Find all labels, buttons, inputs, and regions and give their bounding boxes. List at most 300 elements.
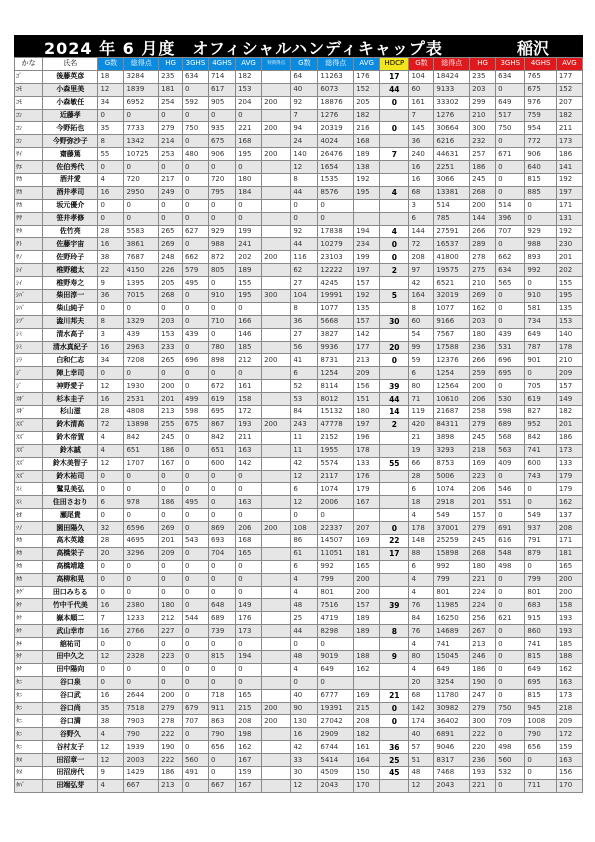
kana-cell: ﾀｹ [15, 612, 43, 625]
period1-cell [262, 586, 291, 599]
period3-cell: 0 [496, 135, 525, 148]
period1-cell: 248 [159, 251, 183, 264]
period3-cell: 0 [496, 290, 525, 303]
period1-cell: 0 [182, 186, 208, 199]
period1-cell: 205 [159, 277, 183, 290]
period2-cell: 157 [354, 277, 380, 290]
period3-cell: 815 [525, 689, 556, 702]
hdcp-cell: 45 [380, 766, 409, 779]
period1-cell: 0 [182, 302, 208, 315]
period1-cell: 28 [98, 406, 124, 419]
period3-cell: 186 [470, 663, 496, 676]
hdcp-cell: 9 [380, 650, 409, 663]
period1-cell: 223 [159, 650, 183, 663]
col-header-period1: 4GHS [208, 58, 235, 71]
period2-cell: 182 [354, 728, 380, 741]
period2-cell: 1077 [318, 302, 354, 315]
period1-cell [262, 367, 291, 380]
hdcp-cell [380, 779, 409, 792]
period2-cell: 0 [318, 638, 354, 651]
period1-cell: 4808 [124, 406, 159, 419]
period2-cell: 92 [291, 96, 318, 109]
period2-cell: 205 [354, 96, 380, 109]
period1-cell: 667 [124, 779, 159, 792]
name-cell: 谷口満 [43, 715, 98, 728]
period2-cell: 164 [354, 754, 380, 767]
period2-cell: 161 [354, 741, 380, 754]
period1-cell: 1342 [124, 135, 159, 148]
period1-cell: 217 [159, 174, 183, 187]
period2-cell: 15132 [318, 406, 354, 419]
period3-cell: 177 [556, 70, 582, 83]
period1-cell [262, 406, 291, 419]
period1-cell: 55 [98, 148, 124, 161]
period1-cell: 186 [159, 766, 183, 779]
period3-cell: 799 [525, 573, 556, 586]
hdcp-cell: 17 [380, 547, 409, 560]
period3-cell: 1077 [434, 302, 470, 315]
period1-cell: 0 [208, 367, 235, 380]
period3-cell: 801 [525, 586, 556, 599]
period1-cell: 211 [236, 431, 262, 444]
period2-cell: 2117 [318, 470, 354, 483]
name-cell: 今野弥沙子 [43, 135, 98, 148]
period1-cell: 935 [208, 122, 235, 135]
period2-cell: 42 [291, 741, 318, 754]
period1-cell: 0 [182, 238, 208, 251]
table-row [15, 251, 583, 264]
period1-cell: 0 [182, 212, 208, 225]
period1-cell: 184 [236, 186, 262, 199]
period1-cell [262, 638, 291, 651]
period2-cell: 4245 [318, 277, 354, 290]
period3-cell: 15898 [434, 547, 470, 560]
period1-cell: 182 [236, 70, 262, 83]
period2-cell: 180 [354, 406, 380, 419]
period2-cell: 4509 [318, 766, 354, 779]
period3-cell: 60 [409, 315, 434, 328]
name-cell: 清水高子 [43, 328, 98, 341]
period3-cell: 210 [556, 354, 582, 367]
period3-cell: 790 [525, 728, 556, 741]
period3-cell: 193 [556, 612, 582, 625]
period1-cell: 0 [98, 483, 124, 496]
period2-cell: 12 [291, 470, 318, 483]
period1-cell: 253 [159, 148, 183, 161]
period1-cell: 0 [124, 212, 159, 225]
period1-cell: 16 [98, 625, 124, 638]
period2-cell: 24 [291, 135, 318, 148]
table-row [15, 406, 583, 419]
period3-cell: 0 [496, 586, 525, 599]
period3-cell: 141 [556, 161, 582, 174]
period1-cell: 988 [208, 238, 235, 251]
name-cell: 田中久之 [43, 650, 98, 663]
period1-cell: 675 [182, 418, 208, 431]
period1-cell [262, 135, 291, 148]
period3-cell: 741 [525, 638, 556, 651]
period2-cell [354, 212, 380, 225]
kana-cell: ｼｲ [15, 264, 43, 277]
table-row [15, 650, 583, 663]
kana-cell: ｺﾝ [15, 122, 43, 135]
period1-cell: 0 [182, 728, 208, 741]
period2-cell: 6 [291, 483, 318, 496]
period2-cell: 168 [354, 135, 380, 148]
col-header-period1: 総得点 [124, 58, 159, 71]
period1-cell [262, 264, 291, 277]
period2-cell: 11 [291, 431, 318, 444]
period3-cell: 178 [409, 522, 434, 535]
period3-cell: 929 [525, 225, 556, 238]
hdcp-cell: 36 [380, 741, 409, 754]
period3-cell: 209 [556, 367, 582, 380]
period3-cell: 549 [434, 509, 470, 522]
period1-cell: 4 [98, 779, 124, 792]
period2-cell: 61 [291, 547, 318, 560]
period1-cell: 146 [236, 328, 262, 341]
period2-cell: 84 [291, 406, 318, 419]
period1-cell: 0 [182, 174, 208, 187]
period1-cell: 38 [98, 715, 124, 728]
period3-cell: 945 [525, 702, 556, 715]
period3-cell: 0 [525, 277, 556, 290]
period3-cell: 245 [470, 174, 496, 187]
period1-cell: 278 [159, 715, 183, 728]
period1-cell: 203 [159, 315, 183, 328]
period3-cell: 27591 [434, 225, 470, 238]
period1-cell [262, 560, 291, 573]
name-cell: 田沼房代 [43, 766, 98, 779]
period1-cell: 0 [159, 109, 183, 122]
period1-cell: 200 [262, 251, 291, 264]
period1-cell: 221 [236, 122, 262, 135]
period3-cell: 705 [525, 380, 556, 393]
period2-cell: 150 [354, 766, 380, 779]
period1-cell: 202 [236, 251, 262, 264]
period2-cell: 6 [291, 560, 318, 573]
name-cell: 笹井孝修 [43, 212, 98, 225]
name-cell: 田沼章一 [43, 754, 98, 767]
period3-cell: 32019 [434, 290, 470, 303]
period3-cell: 2043 [434, 779, 470, 792]
period1-cell: 0 [208, 586, 235, 599]
table-row [15, 638, 583, 651]
period1-cell: 0 [182, 650, 208, 663]
kana-cell: ﾀｶ [15, 573, 43, 586]
table-row [15, 135, 583, 148]
period1-cell: 3 [98, 328, 124, 341]
period1-cell: 0 [182, 444, 208, 457]
period1-cell: 693 [208, 534, 235, 547]
period3-cell: 3293 [434, 444, 470, 457]
period2-cell: 5574 [318, 457, 354, 470]
period3-cell: 222 [470, 728, 496, 741]
period3-cell: 3066 [434, 174, 470, 187]
col-header-period2: AVG [354, 58, 380, 71]
period3-cell: 174 [409, 715, 434, 728]
period1-cell: 495 [182, 277, 208, 290]
name-cell: 澁川邦夫 [43, 315, 98, 328]
period2-cell: 7516 [318, 599, 354, 612]
period3-cell: 621 [496, 612, 525, 625]
period1-cell: 689 [208, 612, 235, 625]
name-cell: 鷲見美弘 [43, 483, 98, 496]
period1-cell: 1707 [124, 457, 159, 470]
period1-cell: 0 [124, 676, 159, 689]
period1-cell: 0 [159, 212, 183, 225]
period3-cell: 218 [470, 444, 496, 457]
period2-cell: 8576 [318, 186, 354, 199]
period2-cell: 2043 [318, 779, 354, 792]
period1-cell: 213 [159, 779, 183, 792]
name-cell: 柴山純子 [43, 302, 98, 315]
period3-cell: 759 [525, 109, 556, 122]
period2-cell: 0 [318, 676, 354, 689]
period2-cell: 5414 [318, 754, 354, 767]
period1-cell: 0 [236, 109, 262, 122]
period1-cell: 815 [208, 650, 235, 663]
period3-cell: 860 [525, 625, 556, 638]
period3-cell: 3254 [434, 676, 470, 689]
period3-cell: 88 [409, 547, 434, 560]
period1-cell: 233 [159, 341, 183, 354]
period2-cell: 213 [354, 354, 380, 367]
period3-cell: 195 [556, 290, 582, 303]
hdcp-cell [380, 431, 409, 444]
period1-cell [262, 779, 291, 792]
period1-cell: 0 [159, 663, 183, 676]
kana-cell: ｼｲ [15, 277, 43, 290]
period1-cell: 22 [98, 264, 124, 277]
col-header-period2: G数 [291, 58, 318, 71]
period3-cell: 0 [496, 625, 525, 638]
col-header-period1: 3GHS [182, 58, 208, 71]
period1-cell: 0 [236, 161, 262, 174]
table-body [15, 70, 583, 792]
period1-cell: 7903 [124, 715, 159, 728]
period1-cell: 696 [182, 354, 208, 367]
period1-cell: 159 [236, 766, 262, 779]
period2-cell: 20319 [318, 122, 354, 135]
period1-cell: 0 [98, 161, 124, 174]
period3-cell: 551 [496, 496, 525, 509]
period2-cell: 165 [354, 560, 380, 573]
period3-cell: 532 [496, 766, 525, 779]
period3-cell: 4 [409, 663, 434, 676]
period3-cell: 546 [496, 483, 525, 496]
period1-cell: 0 [208, 199, 235, 212]
period1-cell: 0 [236, 573, 262, 586]
hdcp-cell [380, 109, 409, 122]
period1-cell: 0 [208, 302, 235, 315]
period1-cell: 0 [208, 496, 235, 509]
kana-cell: ｻｶ [15, 199, 43, 212]
name-cell: 瀬尾貴 [43, 509, 98, 522]
period2-cell: 12222 [318, 264, 354, 277]
name-cell: 佐藤宇宙 [43, 238, 98, 251]
period1-cell: 142 [236, 457, 262, 470]
period1-cell: 213 [159, 406, 183, 419]
period1-cell: 929 [208, 225, 235, 238]
period3-cell: 560 [496, 754, 525, 767]
period1-cell: 978 [124, 496, 159, 509]
period1-cell: 1233 [124, 612, 159, 625]
period1-cell: 0 [208, 638, 235, 651]
hdcp-cell: 0 [380, 522, 409, 535]
period3-cell: 36 [409, 135, 434, 148]
kana-cell: ｽｽﾞ [15, 431, 43, 444]
period3-cell: 0 [496, 302, 525, 315]
col-header-name: 氏名 [43, 58, 98, 71]
table-row [15, 277, 583, 290]
period1-cell: 2380 [124, 599, 159, 612]
period1-cell: 0 [98, 573, 124, 586]
period3-cell: 71 [409, 393, 434, 406]
period1-cell: 34 [98, 96, 124, 109]
period3-cell: 247 [470, 689, 496, 702]
period3-cell: 750 [496, 702, 525, 715]
period1-cell: 0 [182, 380, 208, 393]
period1-cell: 0 [182, 109, 208, 122]
period1-cell [262, 625, 291, 638]
table-row [15, 161, 583, 174]
period1-cell: 0 [98, 302, 124, 315]
kana-cell: ｺﾝ [15, 135, 43, 148]
period1-cell: 5583 [124, 225, 159, 238]
period1-cell: 149 [236, 599, 262, 612]
period2-cell: 189 [354, 625, 380, 638]
period3-cell: 988 [525, 238, 556, 251]
period1-cell: 200 [262, 702, 291, 715]
period1-cell [262, 663, 291, 676]
period1-cell: 7208 [124, 354, 159, 367]
period1-cell: 3284 [124, 70, 159, 83]
period3-cell: 230 [556, 238, 582, 251]
name-cell: 田端弘芽 [43, 779, 98, 792]
period3-cell: 279 [470, 702, 496, 715]
period1-cell: 0 [124, 560, 159, 573]
period3-cell: 21 [409, 431, 434, 444]
period1-cell [262, 547, 291, 560]
period2-cell: 0 [291, 212, 318, 225]
period3-cell: 210 [470, 109, 496, 122]
period1-cell: 0 [182, 135, 208, 148]
period3-cell: 0 [496, 663, 525, 676]
hdcp-cell [380, 161, 409, 174]
hdcp-cell [380, 573, 409, 586]
period2-cell: 4024 [318, 135, 354, 148]
period3-cell: 133 [556, 457, 582, 470]
table-row [15, 702, 583, 715]
period1-cell: 627 [182, 225, 208, 238]
period3-cell: 12 [409, 779, 434, 792]
period1-cell: 0 [124, 509, 159, 522]
period1-cell: 0 [182, 290, 208, 303]
table-row [15, 212, 583, 225]
period2-cell: 151 [354, 393, 380, 406]
period3-cell: 0 [525, 754, 556, 767]
period1-cell: 3296 [124, 547, 159, 560]
period3-cell: 4 [409, 573, 434, 586]
period2-cell: 11051 [318, 547, 354, 560]
period3-cell: 268 [470, 186, 496, 199]
period1-cell: 634 [182, 70, 208, 83]
period3-cell: 598 [496, 406, 525, 419]
period1-cell: 7 [98, 612, 124, 625]
hdcp-cell: 2 [380, 418, 409, 431]
period2-cell: 90 [291, 702, 318, 715]
period2-cell: 192 [354, 174, 380, 187]
name-cell: 高橋靖雄 [43, 560, 98, 573]
period1-cell: 0 [124, 663, 159, 676]
name-cell: 舘祐司 [43, 638, 98, 651]
name-cell: 柴田淳一 [43, 290, 98, 303]
period3-cell: 842 [525, 431, 556, 444]
col-header-period3: G数 [409, 58, 434, 71]
period1-cell: 4 [98, 431, 124, 444]
hdcp-cell [380, 328, 409, 341]
period1-cell: 911 [208, 702, 235, 715]
hdcp-cell: 21 [380, 689, 409, 702]
period1-cell: 180 [236, 174, 262, 187]
period2-cell: 56 [291, 341, 318, 354]
name-cell: 佐伯秀代 [43, 161, 98, 174]
hdcp-cell: 8 [380, 625, 409, 638]
period1-cell: 1939 [124, 741, 159, 754]
hdcp-cell: 30 [380, 315, 409, 328]
hdcp-cell [380, 135, 409, 148]
hdcp-cell: 20 [380, 341, 409, 354]
period3-cell: 203 [470, 315, 496, 328]
name-cell: 清水真紀子 [43, 341, 98, 354]
kana-cell: ｼﾐ [15, 341, 43, 354]
hdcp-cell [380, 199, 409, 212]
kana-cell: ｻｴ [15, 161, 43, 174]
period3-cell: 12376 [434, 354, 470, 367]
table-row [15, 148, 583, 161]
period1-cell: 1395 [124, 277, 159, 290]
kana-cell: ﾀﾆ [15, 741, 43, 754]
period1-cell: 2328 [124, 650, 159, 663]
period1-cell: 695 [208, 406, 235, 419]
period3-cell: 885 [525, 186, 556, 199]
table-row [15, 238, 583, 251]
period1-cell [262, 483, 291, 496]
hdcp-cell: 25 [380, 754, 409, 767]
period2-cell: 649 [318, 663, 354, 676]
period1-cell [262, 341, 291, 354]
period3-cell: 209 [556, 715, 582, 728]
period1-cell: 0 [236, 302, 262, 315]
period3-cell: 221 [470, 573, 496, 586]
table-row [15, 199, 583, 212]
period1-cell [262, 277, 291, 290]
table-row [15, 522, 583, 535]
period1-cell: 201 [159, 393, 183, 406]
period2-cell: 130 [291, 715, 318, 728]
period3-cell: 0 [496, 315, 525, 328]
period1-cell: 0 [182, 161, 208, 174]
period1-cell: 0 [182, 83, 208, 96]
period3-cell: 530 [496, 393, 525, 406]
name-cell: 鈴木帝賀 [43, 431, 98, 444]
period1-cell: 662 [182, 251, 208, 264]
period1-cell: 0 [236, 212, 262, 225]
period3-cell: 144 [470, 212, 496, 225]
period1-cell: 245 [159, 431, 183, 444]
period1-cell [262, 199, 291, 212]
